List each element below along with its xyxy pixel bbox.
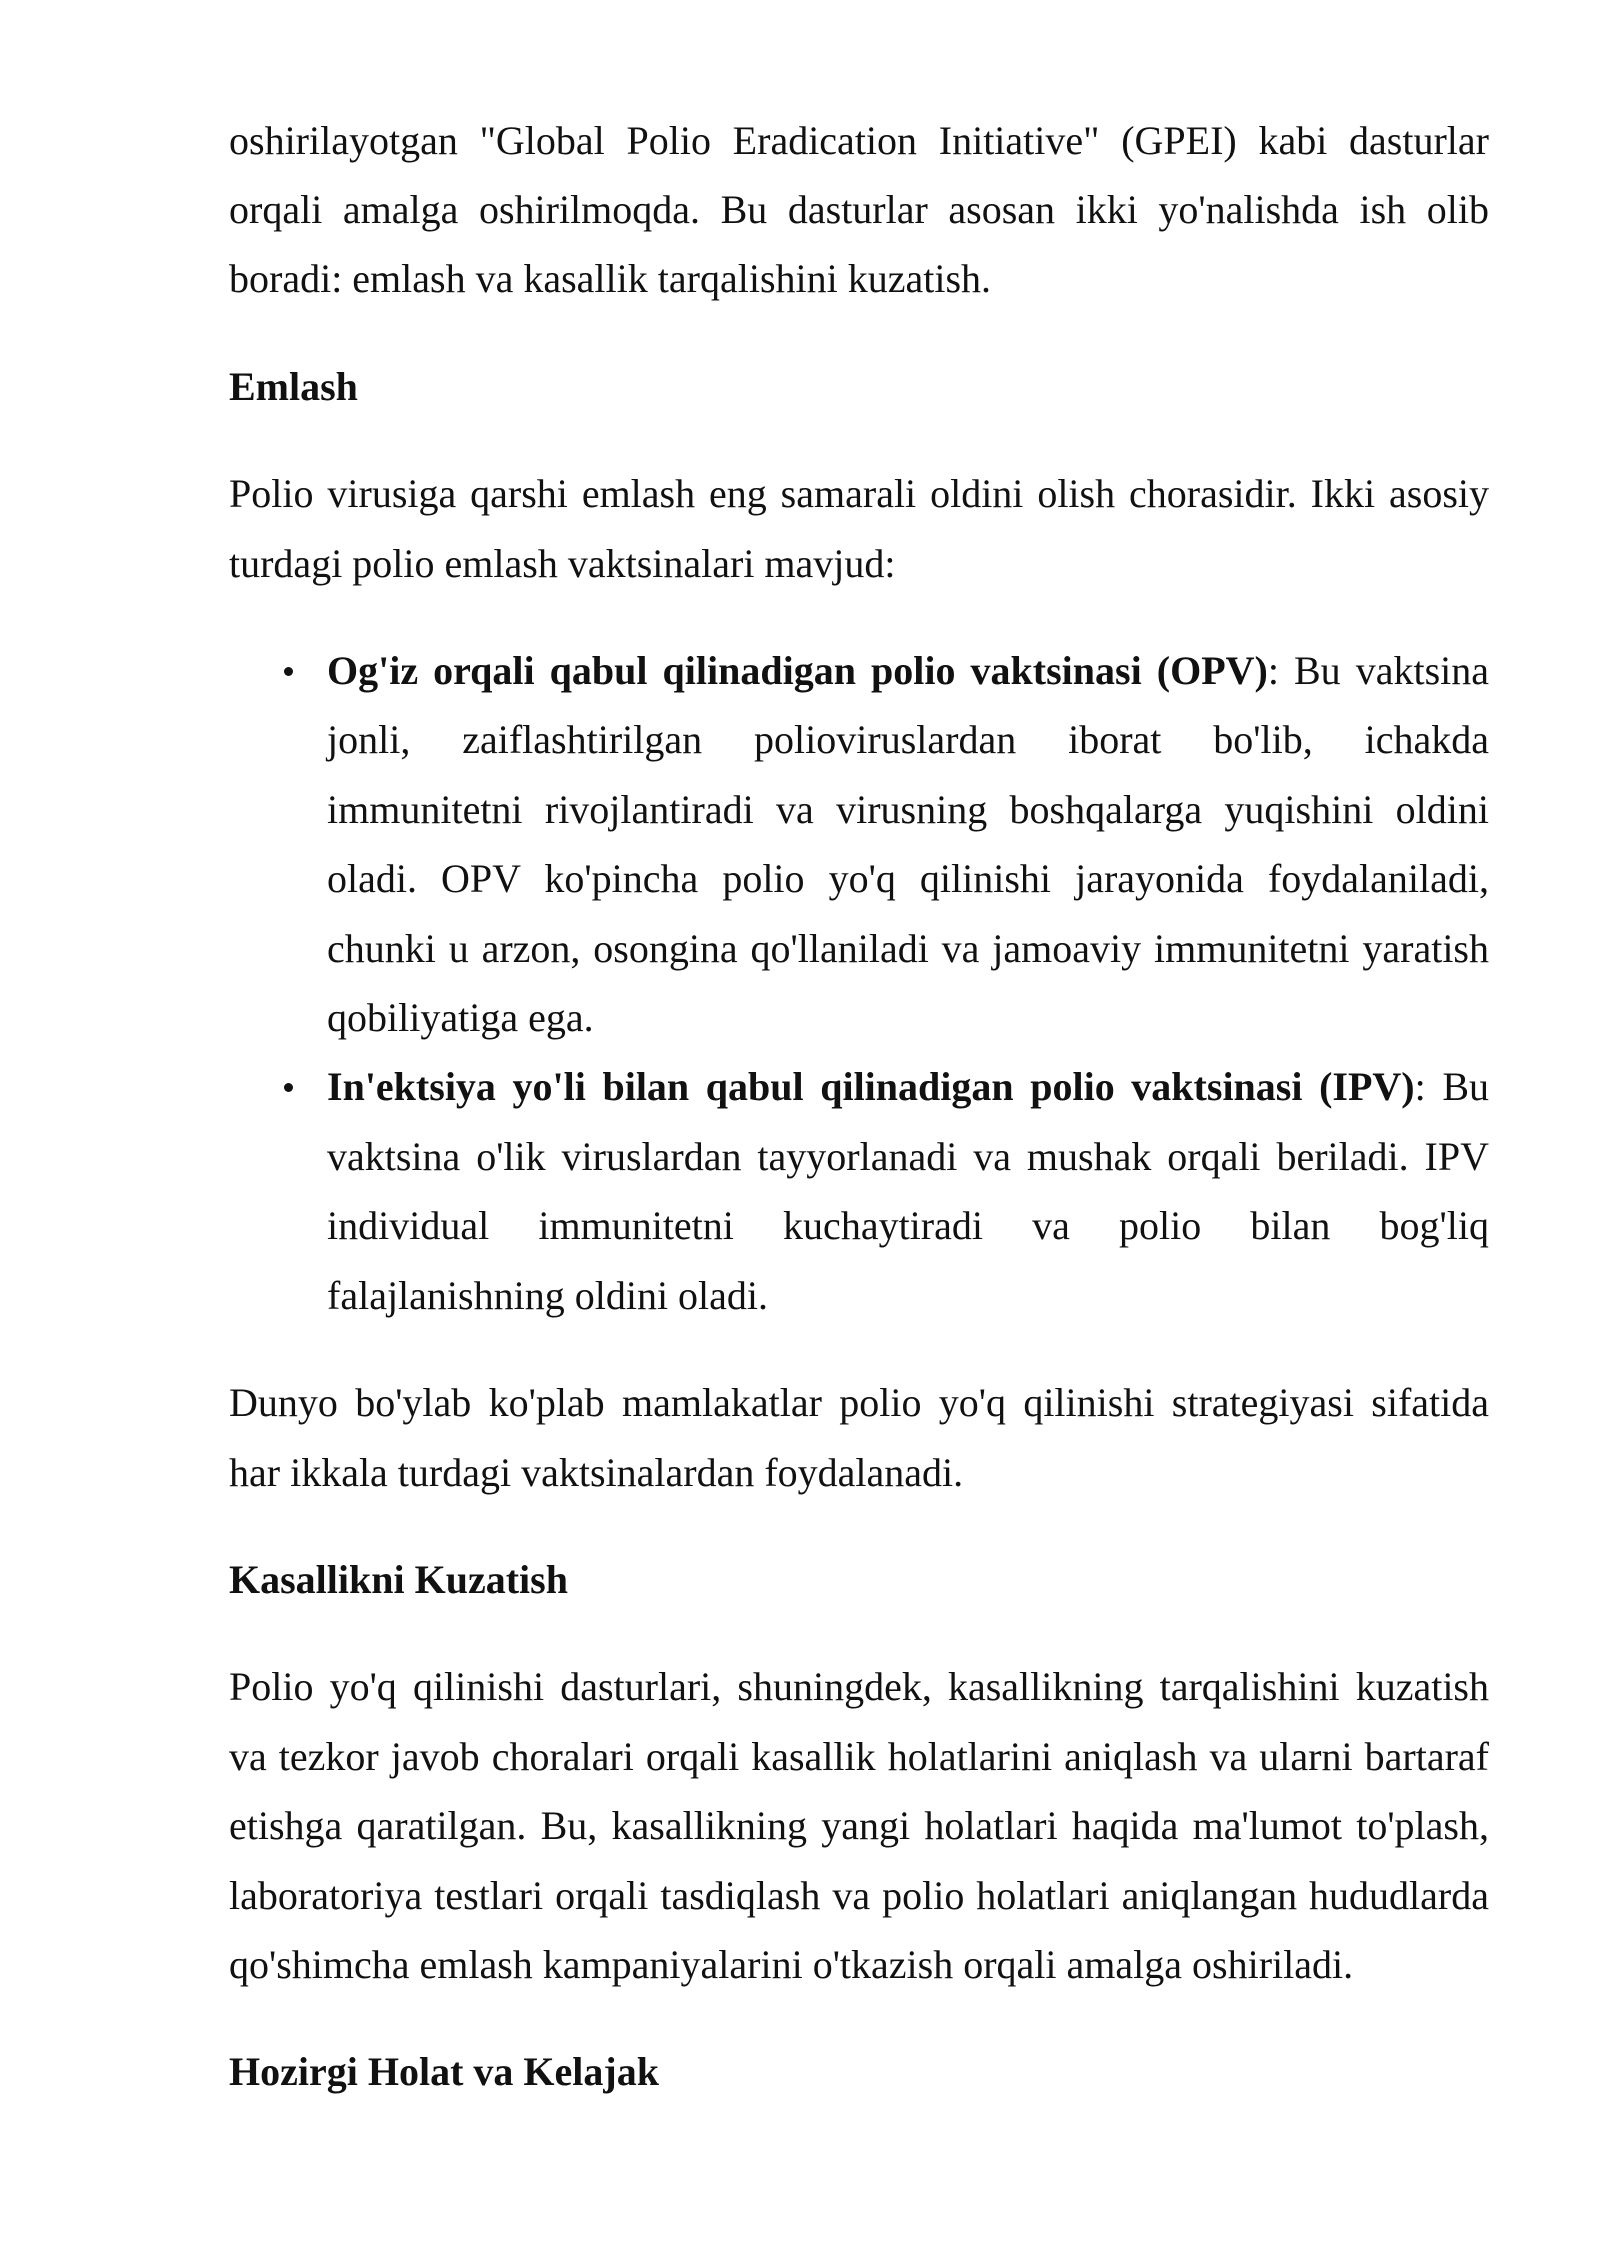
section-heading-emlash: Emlash — [229, 363, 358, 409]
vaccine-description: : Bu vaktsina — [1267, 648, 1489, 694]
vaccine-name: Og'iz orqali qabul qilinadigan polio vaktsinasi (OPV) — [327, 648, 1268, 694]
paragraph-line: falajlanishning oldini oladi. — [327, 1272, 769, 1318]
vaccine-item-opv — [327, 636, 1489, 1052]
paragraph-line: turdagi polio emlash vaktsinalari mavjud: — [229, 540, 896, 586]
section-heading-surveillance: Kasallikni Kuzatish — [229, 1556, 568, 1602]
bullet-icon — [284, 667, 293, 676]
surveillance-paragraph — [229, 1652, 1489, 1999]
paragraph-line: orqali amalga oshirilmoqda. Bu dasturlar asosan ikki yo'nalishda ish olib — [229, 187, 1489, 232]
paragraph-line: individual immunitetni kuchaytiradi va polio bilan bog'liq — [327, 1203, 1489, 1249]
paragraph-line: qo'shimcha emlash kampaniyalarini o'tkazish orqali amalga oshiriladi. — [229, 1941, 1354, 1987]
summary-paragraph — [229, 1368, 1489, 1507]
paragraph-line: har ikkala turdagi vaktsinalardan foydalanadi. — [229, 1449, 964, 1495]
paragraph-line: vaktsina o'lik viruslardan tayyorlanadi va mushak orqali beriladi. IPV — [327, 1133, 1489, 1179]
paragraph-line: jonli, zaiflashtirilgan polioviruslardan iborat bo'lib, ichakda — [327, 717, 1489, 763]
paragraph-line: Dunyo bo'ylab ko'plab mamlakatlar polio yo'q qilinishi strategiyasi sifatida — [229, 1380, 1489, 1426]
vaccine-description: : Bu — [1414, 1064, 1489, 1110]
paragraph-line: immunitetni rivojlantiradi va virusning boshqalarga yuqishini oldini — [327, 786, 1489, 832]
paragraph-line — [327, 636, 1489, 705]
paragraph-line: chunki u arzon, osongina qo'llaniladi va jamoaviy immunitetni yaratish — [327, 925, 1489, 971]
paragraph-line: oshirilayotgan "Global Polio Eradication Initiative" (GPEI) kabi dasturlar — [229, 117, 1489, 163]
bullet-icon — [284, 1083, 293, 1092]
paragraph-line: qobiliyatiga ega. — [327, 995, 594, 1041]
paragraph-line: boradi: emlash va kasallik tarqalishini kuzatish. — [229, 256, 992, 302]
emlash-paragraph — [229, 459, 1489, 598]
paragraph-line: oladi. OPV ko'pincha polio yo'q qilinishi jarayonida foydalaniladi, — [327, 856, 1489, 902]
paragraph-line: Polio yo'q qilinishi dasturlari, shuningdek, kasallikning tarqalishini kuzatish — [229, 1664, 1489, 1710]
paragraph-line: laboratoriya testlari orqali tasdiqlash va polio holatlari aniqlangan hududlarda — [229, 1872, 1489, 1918]
vaccine-item-ipv — [327, 1052, 1489, 1330]
section-heading-outlook: Hozirgi Holat va Kelajak — [229, 2049, 659, 2095]
paragraph-line: Polio virusiga qarshi emlash eng samarali oldini olish chorasidir. Ikki asosiy — [229, 471, 1489, 517]
paragraph-line — [327, 1052, 1489, 1121]
vaccine-list — [229, 636, 1489, 1330]
paragraph-line: va tezkor javob choralari orqali kasallik holatlarini aniqlash va ularni bartaraf — [229, 1733, 1489, 1779]
vaccine-name: In'ektsiya yo'li bilan qabul qilinadigan polio vaktsinasi (IPV) — [327, 1064, 1415, 1110]
paragraph-line: etishga qaratilgan. Bu, kasallikning yangi holatlari haqida ma'lumot to'plash, — [229, 1803, 1489, 1849]
intro-paragraph — [229, 106, 1489, 314]
